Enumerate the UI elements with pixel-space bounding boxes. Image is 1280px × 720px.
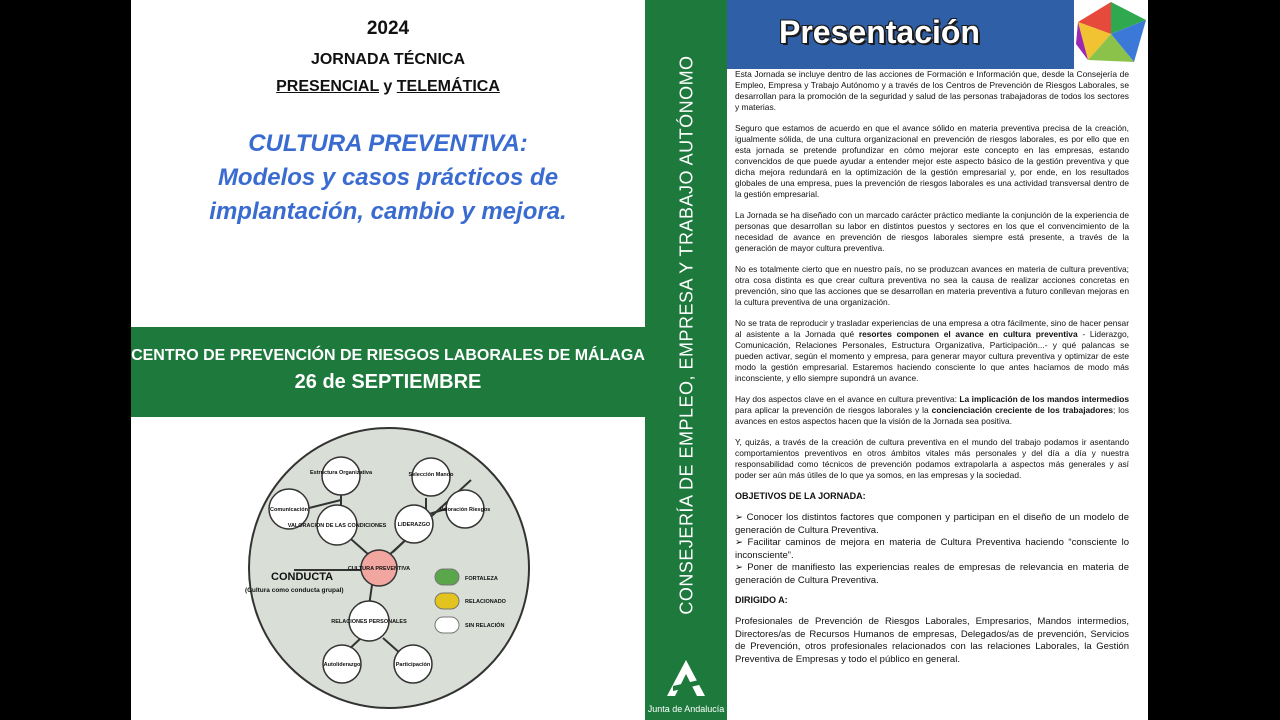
paragraph-6 (735, 394, 1129, 427)
presentation-title: Presentación (779, 14, 980, 50)
objective-1: ➢ Conocer los distintos factores que componen y participan en el diseño de un modelo de generación de Cultura Preventiva. (735, 512, 1129, 536)
objective-3: ➢ Poner de manifiesto las experiencias reales de empresas de relevancia en materia de generación de Cultura Preventiva. (735, 562, 1129, 586)
modality-joiner: y (378, 78, 397, 95)
presentation-panel (727, 0, 1148, 720)
polyhedron-logo-icon (1074, 0, 1148, 69)
p6-text-c: para aplicar la prevención de riesgos laborales y la (735, 405, 932, 415)
legend-relacionado: RELACIONADO (465, 599, 506, 605)
audience-heading: DIRIGIDO A: (735, 595, 788, 605)
paragraph-1: Esta Jornada se incluye dentro de las acciones de Formación e Información que, desde la Consejería de Empleo, Empresa y Trabajo Autónomo y a través de los Centros de Prevención de Riesgos Laborales, se desarrollan para la promoción de la seguridad y salud de las personas trabajadoras de todos los sectores y materias. (735, 69, 1129, 112)
venue-name: CENTRO DE PREVENCIÓN DE RIESGOS LABORALES DE MÁLAGA (131, 347, 645, 364)
junta-logo-icon (667, 660, 705, 700)
legend-swatch-fortaleza (435, 569, 459, 585)
label-comunicacion: Comunicación (270, 507, 308, 513)
modality-telematica: TELEMÁTICA (396, 78, 500, 95)
p6-text-e: ; los avances en estos aspectos hacen que la visión de la Jornada sea positiva. (735, 405, 1129, 426)
modality (131, 78, 645, 96)
label-relaciones: RELACIONES PERSONALES (331, 619, 407, 625)
p6-bold-2: concienciación creciente de los trabajadores (931, 405, 1113, 415)
paragraph-7: Y, quizás, a través de la creación de cultura preventiva en el mundo del trabajo podamos ir asentando comportamientos preventivos en otros ámbitos vitales más personales y del día a día y nuestra responsabilidad como técnicos de prevención podamos extrapolarla a aspectos más generales y así poder ser aún más útiles de lo que ya somos, en las empresas y la sociedad. (735, 437, 1129, 480)
title-line-2: Modelos y casos prácticos de (217, 164, 559, 191)
presentation-header (727, 0, 1148, 69)
paragraph-3: La Jornada se ha diseñado con un marcado carácter práctico mediante la conjunción de la experiencia de personas que desarrollan su labor en distintos puestos y sectores en los que el convencimiento de la necesidad de avance en prevención de riesgos laborales siempre está presente, a través de la generación de mayor cultura preventiva. (735, 210, 1129, 253)
ministry-sidebar (645, 0, 727, 720)
p5-bold: resortes componen el avance en cultura preventiva (858, 329, 1078, 339)
event-type: JORNADA TÉCNICA (310, 51, 466, 68)
legend-fortaleza: FORTALEZA (465, 576, 498, 582)
label-participacion: Participación (395, 662, 431, 668)
label-estructura: Estructura Organizativa (309, 470, 373, 476)
event-title (131, 127, 645, 229)
modality-presencial: PRESENCIAL (276, 78, 379, 95)
year: 2024 (366, 18, 410, 39)
p5-text-c: - Liderazgo, Comunicación, Relaciones Personales, Estructura Organizativa, Participación...- y qué palancas se pueden activar, según el momento y empresa, para generar mayor cultura preventiva y optimizar de este modo la gestión empresarial. Estaremos haciendo consciente lo que antes hacíamos de modo más inconsciente, y ello siempre supondrá un avance. (735, 329, 1130, 383)
legend-swatch-sin-relacion (435, 617, 459, 633)
paragraph-4: No es totalmente cierto que en nuestro país, no se produzcan avances en materia de cultura preventiva; otra cosa distinta es que crear cultura preventiva no sea la causa de realizar acciones concretas en prevención, sino que las acciones que se desarrollan en materia preventiva a futuro conllevan mejoras en la cultura preventiva de una organización. (735, 264, 1129, 307)
paragraph-5 (735, 318, 1129, 384)
presentation-body (735, 69, 1129, 666)
node-estructura (322, 457, 360, 495)
event-date: 26 de SEPTIEMBRE (294, 371, 482, 393)
conducta-subtitle: (Cultura como conducta grupal) (245, 587, 344, 594)
p5-text-a: No se trata de reproducir y trasladar experiencias de una empresa a otra fácilmente, sino de hacer pensar al asistente a la Jornada qué (735, 318, 1129, 339)
venue-band (131, 327, 645, 417)
label-liderazgo: LIDERAZGO (397, 522, 431, 528)
audience-text: Profesionales de Prevención de Riesgos Laborales, Empresarios, Mandos intermedios, Directores/as de Recursos Humanos de empresas, Delegados/as de prevención, Servicios de Prevención, otros profesionales relacionados con las relaciones Laborales, la Gestión Preventiva de Empresas y todo el público en general. (735, 616, 1129, 665)
legend-swatch-relacionado (435, 593, 459, 609)
p6-bold-1: La implicación de los mandos intermedios (959, 394, 1129, 404)
label-valoracion-riesgos: Valoración Riesgos (439, 507, 491, 513)
conducta-title: CONDUCTA (271, 571, 334, 583)
culture-diagram (131, 420, 645, 720)
cover-panel (131, 0, 645, 720)
objectives-heading: OBJETIVOS DE LA JORNADA: (735, 491, 866, 501)
label-autoliderazgo: Autoliderazgo (323, 662, 361, 668)
p6-text-a: Hay dos aspectos clave en el avance en cultura preventiva: (735, 394, 960, 404)
label-center: CULTURA PREVENTIVA (347, 566, 411, 572)
objective-2: ➢ Facilitar caminos de mejora en materia de Cultura Preventiva haciendo “consciente lo inconsciente”. (735, 537, 1129, 561)
legend (435, 569, 507, 633)
label-seleccion: Selección Mando (408, 472, 454, 478)
title-line-3: implantación, cambio y mejora. (209, 198, 567, 225)
ministry-name: CONSEJERÍA DE EMPLEO, EMPRESA Y TRABAJO AUTÓNOMO (676, 55, 697, 615)
title-line-1: CULTURA PREVENTIVA: (248, 130, 528, 157)
legend-sin-relacion: SIN RELACIÓN (465, 623, 505, 629)
label-valoracion-condiciones: VALORACION DE LAS CONDICIONES (287, 523, 387, 529)
junta-label: Junta de Andalucía (647, 704, 725, 714)
paragraph-2: Seguro que estamos de acuerdo en que el avance sólido en materia preventiva precisa de la creación, igualmente sólida, de una cultura organizacional en prevención de riesgos laborales, es por ello que en esta jornada se pretende profundizar en cómo mejorar este concepto en las empresas, estando convencidos de que puede ayudar a entender mejor este aspecto básico de la gestión preventiva y que dicha mejora redundará en la optimización de la gestión empresarial y, por ende, en los resultados globales de una empresa, pues la prevención de riesgos laborales es una actividad transversal dentro de la gestión empresarial. (735, 123, 1129, 199)
